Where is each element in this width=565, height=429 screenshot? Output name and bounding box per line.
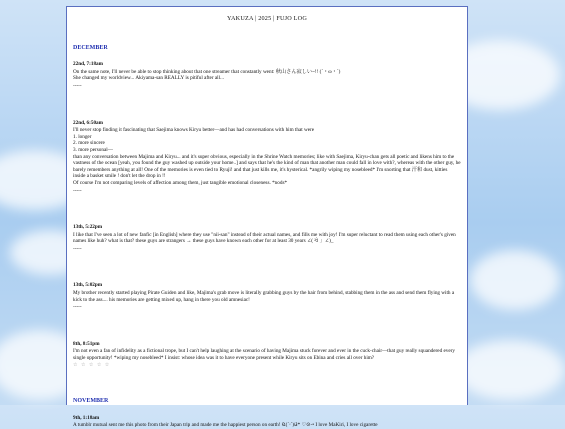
entry-separator: ----- [73,82,82,89]
star-rating: ☆ ☆ ☆ ☆ ☆ [73,361,111,368]
entry-timestamp: 22nd, 7:18am [73,61,103,68]
entry-line: 1. longer [73,133,92,140]
log-entry [73,120,461,195]
entry-line: My brother recently started playing Pirate Guiden and like, Majima's grab move is literally grabbing guys by the hair from behind, stabbing them in the ass and send them flying with a kick to the ass.... his memories are getting mixed up, hang in there you old amnesiac! [73,290,455,303]
log-entry [73,415,461,429]
month-heading: NOVEMBER [73,398,109,405]
entry-line: A tumblr mutual sent me this photo from their Japan trip and made me the happiest person on earth! ପ(ˊᵕˋ)ଓ* ♡⊙-• I love MaKiri, I love cigarette [73,422,378,429]
entry-line: I'm not even a fan of infidelity as a fictional trope, but I can't help laughing at the scenario of having Majima stuck forever and ever in the cuck-chair—that guy really squandered every single opportunity! *wiping my nosebleed* I insist: whose idea was it to have everyone present while Kiryu sits on Ebina and cries all over him? [73,348,456,362]
entry-timestamp: 9th, 1:18am [73,414,100,421]
entry-line: On the same note, I'll never be able to stop thinking about that one streamer that constantly went: 秋山さん寂しい~!! (´・ω・`) [73,68,341,75]
entry-body [73,69,461,82]
page-title: YAKUZA | 2025 | FUJO LOG [227,15,307,22]
entry-line: 2. more sincere [73,140,105,147]
entry-body [73,127,461,186]
entry-timestamp: 8th, 8:51pm [73,340,100,347]
cloud [470,250,560,310]
month-heading: DECEMBER [73,44,108,51]
entry-line: Of course I'm not comparing levels of affection among them, just tangible emotional closeness. *nods* [73,179,288,186]
entry-timestamp: 22nd, 6:50am [73,119,103,126]
log-page [66,6,468,429]
entry-line: I like that I've seen a lot of new fanfic [in English] where they use "nii-san" instead of their actual names, and fills me with joy! I'm super reluctant to read them using each other's given names like huh? what is that? these guys are strangers → these guys have known each other for at least 30 years ∠( ᐛ 」∠)_ [73,231,456,245]
log-entry [73,282,461,310]
entry-separator: ----- [73,187,82,194]
log-entry [73,61,461,89]
entry-body [73,422,461,429]
entry-timestamp: 13th, 5:02pm [73,282,103,289]
entry-line: She changed my worldview... Akiyama-san REALLY is pitiful after all... [73,75,224,82]
entry-separator: ----- [73,304,82,311]
cloud [455,340,565,400]
entry-body [73,290,461,303]
entry-body [73,232,461,245]
entry-separator: ----- [73,245,82,252]
entry-line: than any conversation between Majima and Kiryu... and it's super obvious, especially in the Shrine Watch memories; like with Saejima, Kiryu-chan gets all poetic and likens him to the vastness of the ocean [yeah, you found the guy washed up outside your home..] and says that he's the kind of man that another man could fall in love with?, whereas with the other guy, he barely remembers anything at all! One of the memories is even tied to Ryuji! and that just kills me, it's hysterical. *angrily wiping my nosebleed* I'm snorting that 汗和 dust, kitties inside a basket smile ! don't let the drop in !! [73,153,461,180]
entry-line: I'll never stop finding it fascinating that Saejima knows Kiryu better—and has had conversations with him that were [73,127,315,134]
entry-timestamp: 13th, 5:22pm [73,224,103,231]
entry-line: 3. more personal— [73,146,113,153]
log-entry [73,224,461,252]
log-entry [73,341,461,368]
entry-body [73,348,461,368]
